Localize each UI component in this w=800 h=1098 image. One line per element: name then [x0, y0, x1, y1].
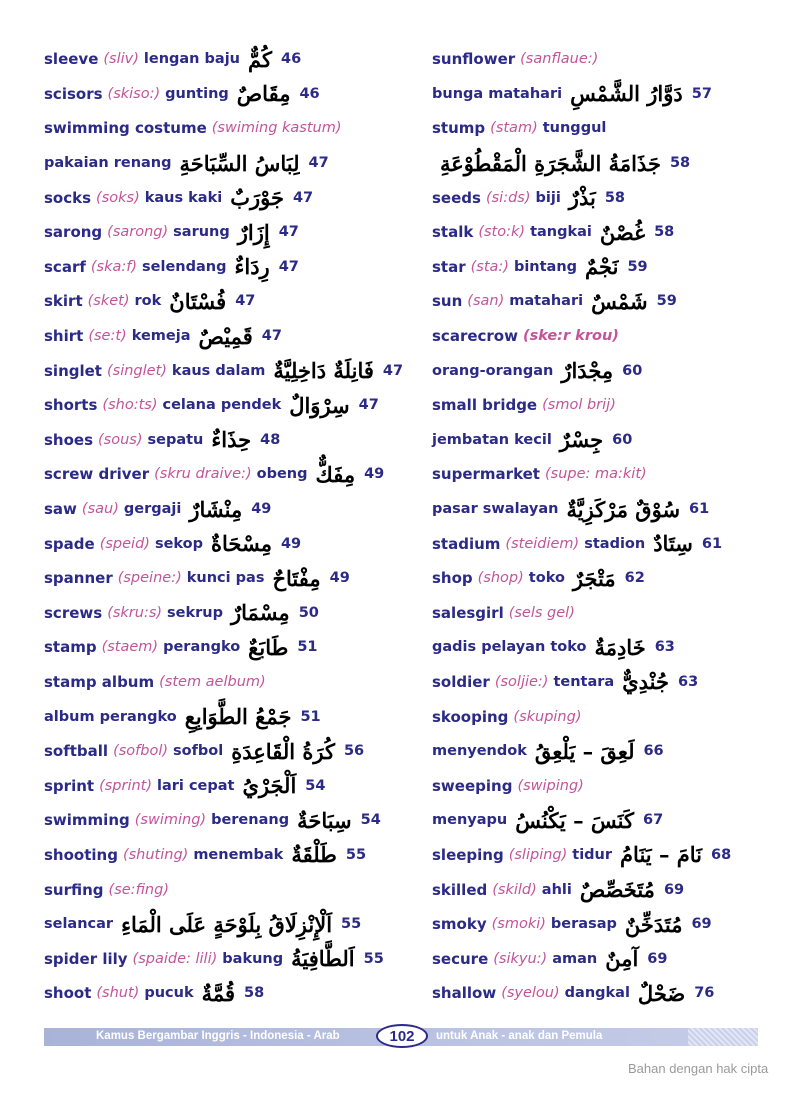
indonesian-word: pucuk [144, 985, 194, 1002]
pronunciation: (syelou) [501, 985, 560, 1002]
english-word: smoky [432, 915, 487, 934]
dictionary-entry [432, 146, 792, 181]
arabic-word: كُرَةُ الْقَاعِدَةِ [231, 738, 335, 764]
pronunciation: (sofbol) [113, 743, 169, 760]
arabic-word: مِسْمَارٌ [231, 600, 290, 626]
picture-page-ref: 46 [281, 51, 302, 68]
dictionary-entry [44, 77, 424, 112]
arabic-word: مُتَخَصِّصٌ [579, 877, 655, 903]
arabic-word: طَلْقَةٌ [291, 842, 337, 868]
picture-page-ref: 54 [305, 777, 326, 794]
pronunciation: (se:t) [88, 328, 127, 345]
dictionary-entry [44, 976, 424, 1011]
dictionary-entry [44, 388, 424, 423]
dictionary-entry [432, 768, 792, 803]
pronunciation: (staem) [101, 639, 159, 656]
indonesian-word: selendang [142, 258, 227, 275]
indonesian-word: perangko [163, 639, 241, 656]
indonesian-word: jembatan kecil [432, 431, 552, 448]
english-word: softball [44, 742, 109, 761]
english-word: secure [432, 949, 489, 968]
indonesian-word: kunci pas [186, 570, 265, 587]
pronunciation: (skiso:) [107, 85, 161, 102]
english-word: socks [44, 188, 92, 207]
indonesian-word: lengan baju [143, 51, 241, 68]
pronunciation: (shuting) [122, 846, 189, 863]
dictionary-entry [44, 838, 424, 873]
indonesian-word: rok [134, 293, 162, 310]
english-word: sprint [44, 776, 95, 795]
pronunciation: (stam) [490, 120, 538, 137]
arabic-word: قُمَّةٌ [201, 980, 236, 1006]
indonesian-word: matahari [509, 293, 584, 310]
indonesian-word: pakaian renang [44, 155, 172, 172]
dictionary-entry [44, 353, 424, 388]
pronunciation: (sikyu:) [493, 950, 548, 967]
pronunciation: (supe: ma:kit) [544, 466, 647, 483]
picture-page-ref: 48 [260, 431, 281, 448]
indonesian-word: toko [528, 570, 565, 587]
dictionary-entry [44, 423, 424, 458]
indonesian-word: menyapu [432, 812, 508, 829]
pronunciation: (ska:f) [90, 258, 138, 275]
dictionary-entry [432, 42, 792, 77]
dictionary-entry [432, 941, 792, 976]
picture-page-ref: 60 [622, 362, 643, 379]
indonesian-word: sekrup [167, 604, 224, 621]
dictionary-entry [432, 250, 792, 285]
indonesian-word: dangkal [564, 985, 630, 1002]
picture-page-ref: 58 [604, 189, 625, 206]
pronunciation: (shop) [477, 570, 524, 587]
english-word: soldier [432, 672, 490, 691]
arabic-word: إِزَارٌ [237, 219, 270, 245]
indonesian-word: berenang [211, 812, 290, 829]
picture-page-ref: 47 [261, 328, 282, 345]
pronunciation: (sket) [87, 293, 130, 310]
indonesian-word: biji [535, 189, 561, 206]
picture-page-ref: 57 [691, 85, 712, 102]
pronunciation: (smol brij) [542, 397, 616, 414]
arabic-word: اَلطَّافِيَةُ [291, 946, 355, 972]
dictionary-entry [432, 838, 792, 873]
arabic-word: سِتَادٌ [653, 531, 693, 557]
indonesian-word: tangkai [530, 224, 592, 241]
indonesian-word: kaus dalam [171, 362, 266, 379]
dictionary-entry [432, 457, 792, 492]
indonesian-word: berasap [550, 916, 617, 933]
indonesian-word: obeng [256, 466, 308, 483]
english-word: skooping [432, 707, 509, 726]
picture-page-ref: 47 [278, 224, 299, 241]
dictionary-entry [44, 146, 424, 181]
arabic-word: غُصْنٌ [599, 219, 646, 245]
arabic-word: حِذَاءٌ [211, 427, 252, 453]
english-word: star [432, 257, 466, 276]
indonesian-word: tentara [553, 673, 615, 690]
pronunciation: (sto:k) [478, 224, 526, 241]
english-word: skilled [432, 880, 488, 899]
english-word: sweeping [432, 776, 513, 795]
english-word: stamp [44, 638, 97, 657]
arabic-word: اَلْجَرْيُ [242, 773, 297, 799]
arabic-word: شَمْسٌ [591, 288, 648, 314]
english-word: screws [44, 603, 103, 622]
picture-page-ref: 59 [656, 293, 677, 310]
dictionary-entry [432, 319, 792, 354]
pronunciation: (sliping) [508, 846, 568, 863]
picture-page-ref: 55 [345, 846, 367, 863]
picture-page-ref: 55 [363, 950, 384, 967]
picture-page-ref: 61 [689, 501, 710, 518]
dictionary-entry [44, 457, 424, 492]
arabic-word: مِقَاصٌ [236, 81, 291, 107]
arabic-word: كُمٌّ [248, 46, 272, 72]
pronunciation: (se:fing) [108, 881, 169, 898]
picture-page-ref: 58 [244, 985, 265, 1002]
indonesian-word: tidur [572, 846, 613, 863]
arabic-word: مِفَكٌّ [315, 461, 356, 487]
pronunciation: (smoki) [491, 916, 546, 933]
pronunciation: (si:ds) [485, 189, 531, 206]
dictionary-entry [44, 319, 424, 354]
indonesian-word: gergaji [123, 501, 182, 518]
picture-page-ref: 67 [643, 812, 664, 829]
dictionary-entry [432, 284, 792, 319]
arabic-word: بَذْرٌ [568, 185, 596, 211]
pronunciation: (skru draive:) [154, 466, 252, 483]
pronunciation: (skild) [492, 881, 537, 898]
english-word: sleeping [432, 845, 504, 864]
indonesian-word: sarung [173, 224, 230, 241]
arabic-word: مُتَدَخِّنٌ [624, 911, 683, 937]
english-word: shoes [44, 430, 94, 449]
english-word: swimming costume [44, 119, 207, 138]
picture-page-ref: 66 [643, 743, 664, 760]
dictionary-entry [432, 699, 792, 734]
pronunciation: (stem aelbum) [159, 673, 266, 690]
picture-page-ref: 62 [624, 570, 645, 587]
pronunciation: (sanflaue:) [520, 51, 599, 68]
picture-page-ref: 76 [694, 985, 715, 1002]
footer-subtitle: untuk Anak - anak dan Pemula [436, 1030, 603, 1042]
english-word: singlet [44, 361, 102, 380]
english-word: scarecrow [432, 327, 518, 346]
dictionary-entry [44, 699, 424, 734]
picture-page-ref: 59 [627, 258, 648, 275]
dictionary-entry [432, 872, 792, 907]
indonesian-word: bakung [222, 950, 284, 967]
arabic-word: مِفْتَاحٌ [272, 565, 321, 591]
english-word: stump [432, 119, 486, 138]
english-word: scisors [44, 84, 103, 103]
indonesian-word: selancar [44, 916, 114, 933]
picture-page-ref: 63 [678, 673, 699, 690]
pronunciation: (steidiem) [505, 535, 580, 552]
english-word: salesgirl [432, 603, 504, 622]
pronunciation: (sprint) [99, 777, 153, 794]
pronunciation: (speine:) [117, 570, 182, 587]
arabic-word: ضَحْلٌ [637, 980, 686, 1006]
arabic-word: لَعِقَ – يَلْعِقُ [534, 738, 635, 764]
dictionary-entry [44, 596, 424, 631]
indonesian-word: celana pendek [162, 397, 282, 414]
dictionary-entry [44, 665, 424, 700]
english-word: supermarket [432, 465, 540, 484]
picture-page-ref: 47 [292, 189, 314, 206]
english-word: scarf [44, 257, 86, 276]
english-word: stamp album [44, 672, 155, 691]
picture-page-ref: 51 [297, 639, 318, 656]
pronunciation: (sliv) [103, 51, 139, 68]
arabic-word: رِدَاءٌ [234, 254, 270, 280]
pronunciation: (ske:r krou) [522, 328, 619, 345]
dictionary-entry [44, 768, 424, 803]
english-word: stadium [432, 534, 501, 553]
dictionary-entry [44, 630, 424, 665]
arabic-word: لِبَاسُ السِّبَاحَةِ [179, 150, 300, 176]
picture-page-ref: 63 [654, 639, 675, 656]
arabic-word: سِرْوَالٌ [289, 392, 350, 418]
english-word: small bridge [432, 396, 538, 415]
arabic-word: اَلْإِنْزِلَاقُ بِلَوْحَةٍ عَلَى الْمَاءِ [121, 911, 333, 937]
arabic-word: سِبَاحَةٌ [297, 807, 352, 833]
dictionary-entry [44, 872, 424, 907]
dictionary-entry [432, 423, 792, 458]
english-word: spade [44, 534, 95, 553]
pronunciation: (sau) [81, 501, 119, 518]
dictionary-entry [432, 526, 792, 561]
indonesian-word: ahli [541, 881, 572, 898]
pronunciation: (skuping) [513, 708, 582, 725]
pronunciation: (sels gel) [508, 604, 575, 621]
english-word: swimming [44, 811, 130, 830]
arabic-word: جَذَامَةُ الشَّجَرَةِ الْمَقْطُوْعَةِ [440, 150, 661, 176]
pronunciation: (sous) [98, 431, 143, 448]
picture-page-ref: 46 [299, 85, 320, 102]
arabic-word: مِجْدَارٌ [561, 358, 614, 384]
pronunciation: (skru:s) [107, 604, 163, 621]
english-word: shoot [44, 984, 92, 1003]
right-column [432, 42, 792, 1011]
dictionary-entry [432, 111, 792, 146]
arabic-word: طَابَعٌ [248, 634, 289, 660]
picture-page-ref: 49 [329, 570, 350, 587]
indonesian-word: gadis pelayan toko [432, 639, 587, 656]
indonesian-word: sekop [154, 535, 203, 552]
english-word: saw [44, 500, 77, 519]
dictionary-entry [44, 941, 424, 976]
picture-page-ref: 49 [251, 501, 272, 518]
dictionary-entry [44, 561, 424, 596]
arabic-word: مِنْشَارٌ [189, 496, 243, 522]
english-word: shallow [432, 984, 497, 1003]
pronunciation: (soks) [96, 189, 140, 206]
indonesian-word: sofbol [173, 743, 224, 760]
dictionary-entry [432, 215, 792, 250]
indonesian-word: menyendok [432, 743, 527, 760]
english-word: shirt [44, 327, 84, 346]
picture-page-ref: 54 [360, 812, 381, 829]
arabic-word: سُوْقٌ مَرْكَزِيَّةٌ [566, 496, 681, 522]
dictionary-entry [432, 630, 792, 665]
picture-page-ref: 69 [691, 916, 712, 933]
dictionary-entry [44, 180, 424, 215]
english-word: spanner [44, 569, 113, 588]
pronunciation: (sho:ts) [102, 397, 158, 414]
arabic-word: جَمْعُ الطَّوَابِعِ [184, 704, 292, 730]
picture-page-ref: 50 [298, 604, 319, 621]
dictionary-entry [432, 561, 792, 596]
arabic-word: فُسْتَانٌ [169, 288, 227, 314]
pronunciation: (sarong) [107, 224, 169, 241]
indonesian-word: orang-orangan [432, 362, 554, 379]
indonesian-word: menembak [193, 846, 284, 863]
english-word: shorts [44, 396, 98, 415]
english-word: spider lily [44, 949, 128, 968]
english-word: sunflower [432, 50, 516, 69]
picture-page-ref: 47 [278, 258, 299, 275]
pronunciation: (shut) [96, 985, 140, 1002]
dictionary-entry [432, 596, 792, 631]
dictionary-entry [432, 353, 792, 388]
indonesian-word: bunga matahari [432, 85, 563, 102]
dictionary-entry [432, 803, 792, 838]
pronunciation: (speid) [99, 535, 150, 552]
indonesian-word: sepatu [147, 431, 204, 448]
dictionary-entry [432, 734, 792, 769]
dictionary-entry [432, 388, 792, 423]
indonesian-word: bintang [513, 258, 578, 275]
arabic-word: كَنَسَ – يَكْنُسُ [515, 807, 634, 833]
dictionary-entry [432, 907, 792, 942]
arabic-word: دَوَّارُ الشَّمْسِ [570, 81, 683, 107]
english-word: skirt [44, 292, 83, 311]
dictionary-entry [44, 284, 424, 319]
picture-page-ref: 69 [647, 950, 668, 967]
left-column [44, 42, 424, 1011]
english-word: sleeve [44, 50, 99, 69]
english-word: screw driver [44, 465, 150, 484]
english-word: seeds [432, 188, 481, 207]
dictionary-entry [44, 42, 424, 77]
arabic-word: نَجْمٌ [585, 254, 619, 280]
dictionary-entry [432, 665, 792, 700]
arabic-word: نَامَ – يَنَامُ [620, 842, 702, 868]
arabic-word: مَتْجَرٌ [572, 565, 616, 591]
arabic-word: خَادِمَةٌ [594, 634, 646, 660]
copyright-notice: Bahan dengan hak cipta [628, 1061, 769, 1076]
pronunciation: (swiming kastum) [211, 120, 342, 137]
picture-page-ref: 47 [308, 155, 329, 172]
dictionary-entry [432, 976, 792, 1011]
dictionary-entry [432, 180, 792, 215]
english-word: surfing [44, 880, 104, 899]
indonesian-word: stadion [584, 535, 646, 552]
dictionary-entry [432, 492, 792, 527]
dictionary-entry [44, 734, 424, 769]
picture-page-ref: 51 [300, 708, 321, 725]
indonesian-word: aman [552, 950, 598, 967]
pronunciation: (sta:) [470, 258, 509, 275]
pronunciation: (singlet) [106, 362, 167, 379]
picture-page-ref: 68 [711, 846, 732, 863]
picture-page-ref: 61 [701, 535, 723, 552]
arabic-word: فَانِلَةٌ دَاخِلِيَّةٌ [273, 358, 374, 384]
dictionary-entry [44, 803, 424, 838]
footer-title: Kamus Bergambar Inggris - Indonesia - Arab [96, 1030, 340, 1042]
dictionary-entry [432, 77, 792, 112]
arabic-word: جِسْرٌ [559, 427, 604, 453]
pronunciation: (soljie:) [494, 673, 549, 690]
pronunciation: (swiming) [134, 812, 207, 829]
arabic-word: مِسْحَاةٌ [211, 531, 272, 557]
picture-page-ref: 49 [364, 466, 385, 483]
picture-page-ref: 55 [341, 916, 362, 933]
english-word: shooting [44, 845, 118, 864]
picture-page-ref: 49 [280, 535, 302, 552]
indonesian-word: pasar swalayan [432, 501, 559, 518]
picture-page-ref: 58 [654, 224, 675, 241]
indonesian-word: kaus kaki [144, 189, 223, 206]
pronunciation: (spaide: lili) [132, 950, 218, 967]
page-number: 102 [376, 1024, 428, 1048]
english-word: stalk [432, 223, 474, 242]
footer-bar [44, 1028, 758, 1046]
dictionary-entry [44, 907, 424, 942]
picture-page-ref: 69 [663, 881, 685, 898]
arabic-word: جُنْدِيٌّ [622, 669, 669, 695]
arabic-word: آمِنٌ [605, 946, 639, 972]
footer-decoration [688, 1028, 758, 1046]
indonesian-word: kemeja [131, 328, 191, 345]
dictionary-entry [44, 111, 424, 146]
picture-page-ref: 56 [343, 743, 365, 760]
dictionary-entry [44, 250, 424, 285]
dictionary-entry [44, 215, 424, 250]
picture-page-ref: 58 [669, 155, 691, 172]
dictionary-entry [44, 492, 424, 527]
arabic-word: قَمِيْصٌ [198, 323, 253, 349]
picture-page-ref: 47 [358, 397, 379, 414]
english-word: sun [432, 292, 463, 311]
pronunciation: (san) [467, 293, 505, 310]
english-word: shop [432, 569, 473, 588]
picture-page-ref: 47 [382, 362, 404, 379]
english-word: sarong [44, 223, 103, 242]
indonesian-word: album perangko [44, 708, 177, 725]
picture-page-ref: 60 [612, 431, 633, 448]
arabic-word: جَوْرَبٌ [230, 185, 284, 211]
indonesian-word: lari cepat [157, 777, 235, 794]
dictionary-entry [44, 526, 424, 561]
picture-page-ref: 47 [235, 293, 256, 310]
indonesian-word: tunggul [542, 120, 607, 137]
pronunciation: (swiping) [517, 777, 584, 794]
indonesian-word: gunting [165, 85, 229, 102]
